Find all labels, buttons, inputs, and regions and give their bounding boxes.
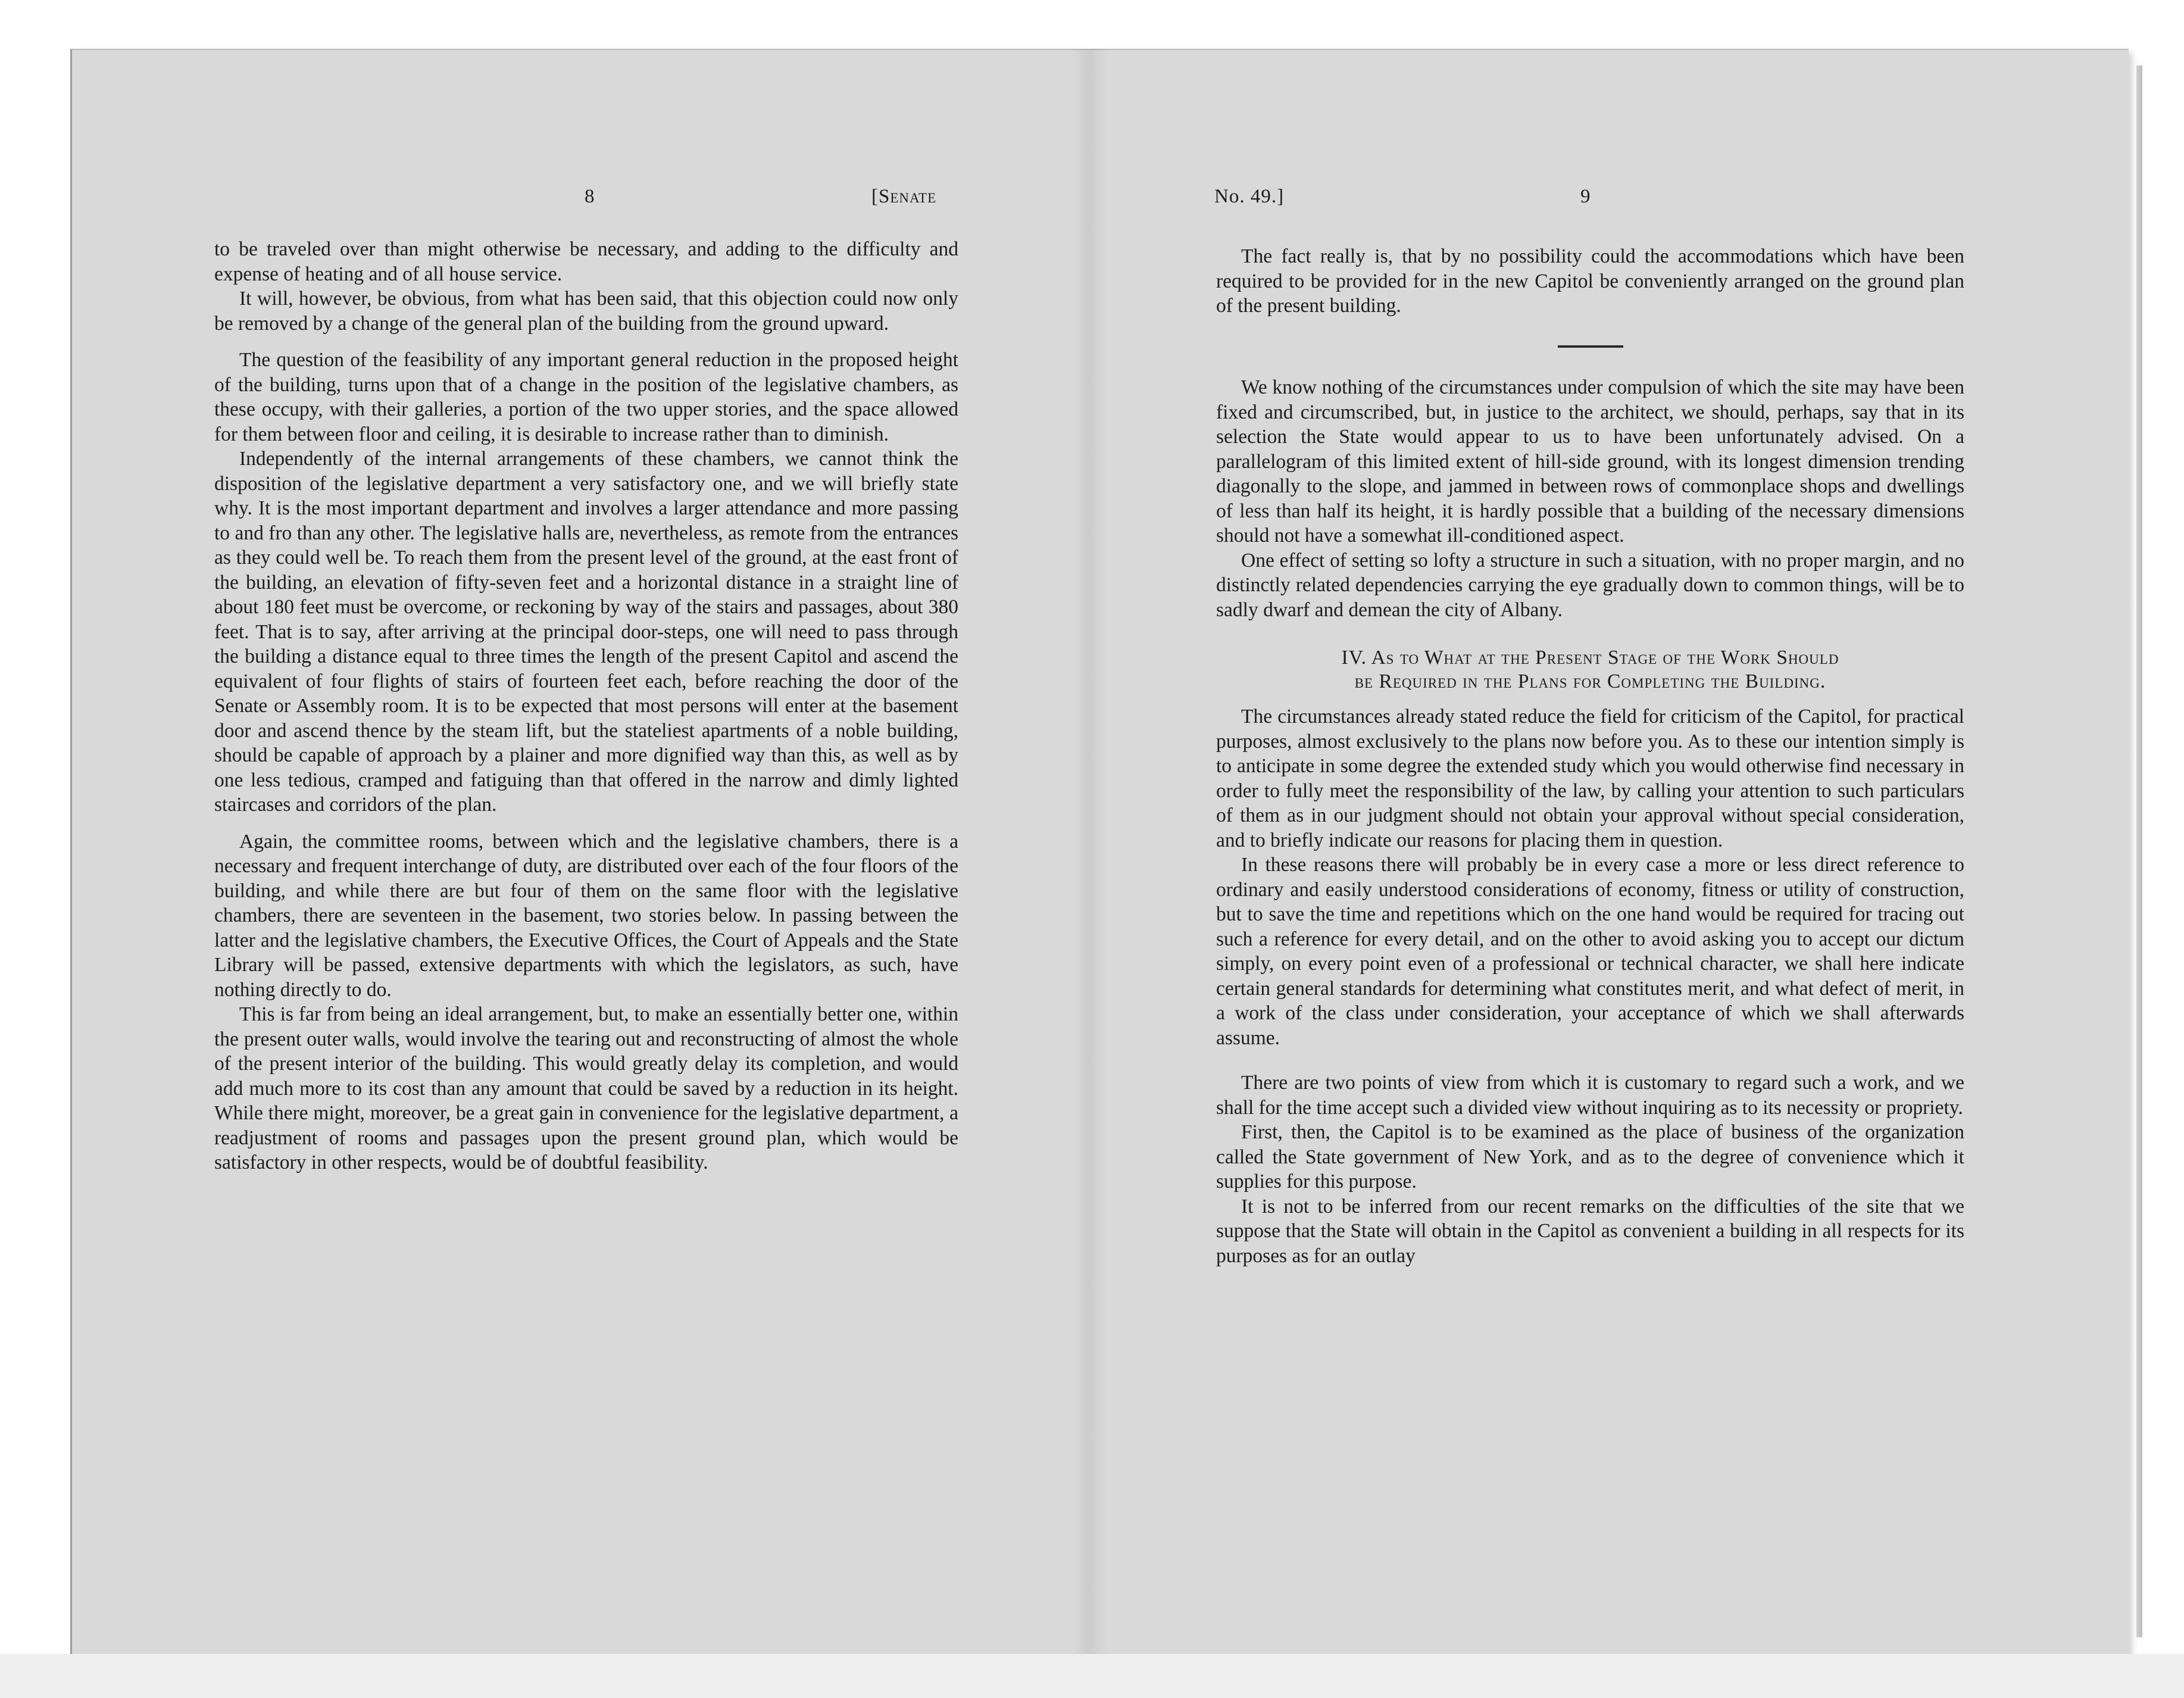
- right-paragraph-1: The fact really is, that by no possibility could the accommodations which have been required to be provided for in the new Capitol be conveniently arranged on the ground plan of the present building.: [1216, 245, 1964, 317]
- left-paragraph-4: Independently of the internal arrangements of these chambers, we cannot think the disposition of the legislative department a very satisfactory one, and we will briefly state why. It is the most important department and involves a larger attendance and more passing to and fro than any other. The legislative halls are, nevertheless, as remote from the entrances as they could well be. To reach them from the present level of the ground, at the east front of the building, an elevation of fifty-seven feet and a horizontal distance in a straight line of about 180 feet must be overcome, or reckoning by way of the stairs and passages, about 380 feet. That is to say, after arriving at the principal door-steps, one will need to pass through the building a distance equal to three times the length of the present Capitol and ascend the equivalent of four flights of stairs of fourteen feet each, before reaching the door of the Senate or Assembly room. It is to be expected that most persons will enter at the basement door and ascend thence by the steam lift, but the stateliest apartments of a noble building, should be capable of approach by a plainer and more dignified way than this, as well as by one less tedious, cramped and fatiguing than that offered in the narrow and dimly lighted staircases and corridors of the plan.: [214, 448, 958, 816]
- section-heading-line-2: be Required in the Plans for Completing the Building.: [1354, 670, 1826, 692]
- page-edge: [2136, 65, 2142, 1637]
- right-paragraph-4: The circumstances already stated reduce the field for criticism of the Capitol, for practical purposes, almost exclusively to the plans now before you. As to these our intention simply is to anticipate in some degree the extended study which you would otherwise find necessary in order to fully meet the responsibility of the law, by calling your attention to such particulars of them as in our judgment should not obtain your approval without special consideration, and to briefly indicate our reasons for placing them in question.: [1216, 706, 1964, 851]
- left-paragraph-5: Again, the committee rooms, between which and the legislative chambers, there is a necessary and frequent interchange of duty, are distributed over each of the four floors of the building, and while there are but four of them on the same floor with the legislative chambers, there are seventeen in the basement, two stories below. In passing between the latter and the legislative chambers, the Executive Offices, the Court of Appeals and the State Library will be passed, extensive departments with which the legislators, as such, have nothing directly to do.: [214, 830, 958, 1001]
- right-paragraph-6: There are two points of view from which it is customary to regard such a work, and we shall for the time accept such a divided view without inquiring as to its necessity or propriety.: [1216, 1072, 1964, 1119]
- section-heading-line-1: IV. As to What at the Present Stage of the Work Should: [1341, 647, 1839, 669]
- right-paragraph-8: It is not to be inferred from our recent remarks on the difficulties of the site that we suppose that the State will obtain in the Capitol as convenient a building in all respects for its purposes as for an outlay: [1216, 1195, 1964, 1267]
- left-paragraph-6: This is far from being an ideal arrangement, but, to make an essentially better one, within the present outer walls, would involve the tearing out and reconstructing of almost the whole of the present interior of the building. This would greatly delay its completion, and would add much more to its cost than any amount that could be saved by a reduction in its height. While there might, moreover, be a great gain in convenience for the legislative department, a readjustment of rooms and passages upon the present ground plan, which would be satisfactory in other respects, would be of doubtful feasibility.: [214, 1003, 958, 1173]
- right-paragraph-5: In these reasons there will probably be in every case a more or less direct reference to ordinary and easily understood considerations of economy, fitness or utility of construction, but to save the time and repetitions which on the one hand would be required for tracing out such a reference for every detail, and on the other to avoid asking you to accept our dictum simply, on every point even of a professional or technical character, we shall here indicate certain general standards for determining what constitutes merit, and what defect of merit, in a work of the class under consideration, your acceptance of which we shall afterwards assume.: [1216, 854, 1964, 1049]
- right-page-number: 9: [1580, 186, 1591, 207]
- left-page-number: 8: [585, 186, 595, 207]
- left-page-body: [214, 237, 958, 1175]
- right-paragraph-3: One effect of setting so lofty a structure in such a situation, with no proper margin, and no distinctly related dependencies carrying the eye gradually down to common things, will be to sadly dwarf and demean the city of Albany.: [1216, 549, 1964, 621]
- left-paragraph-3: The question of the feasibility of any important general reduction in the proposed height of the building, turns upon that of a change in the position of the legislative chambers, as these occupy, with their galleries, a portion of the two upper stories, and the space allowed for them between floor and ceiling, it is desirable to increase rather than to diminish.: [214, 349, 958, 445]
- left-running-head: [Senate: [871, 186, 937, 207]
- left-paragraph-1: to be traveled over than might otherwise be necessary, and adding to the difficulty and expense of heating and of all house service.: [214, 238, 958, 285]
- binding-gutter: [1071, 49, 1107, 1656]
- right-running-head: No. 49.]: [1214, 186, 1285, 207]
- right-page-top: [1216, 244, 1964, 319]
- right-paragraph-2: We know nothing of the circumstances under compulsion of which the site may have been fixed and circumscribed, but, in justice to the architect, we should, perhaps, say that in its selection the State would appear to us to have been unfortunately advised. On a parallelogram of this limited extent of hill-side ground, with its longest dimension trending diagonally to the slope, and jammed in between rows of commonplace shops and dwellings of less than half its height, it is hardly possible that a building of the necessary dimensions should not have a somewhat ill-conditioned aspect.: [1216, 376, 1964, 547]
- section-divider-rule: [1558, 345, 1623, 348]
- left-paragraph-2: It will, however, be obvious, from what has been said, that this objection could now only be removed by a change of the general plan of the building from the ground upward.: [214, 288, 958, 335]
- right-paragraph-7: First, then, the Capitol is to be examined as the place of business of the organization called the State government of New York, and as to the degree of convenience which it supplies for this purpose.: [1216, 1121, 1964, 1193]
- bottom-margin: [0, 1654, 2184, 1698]
- right-page-body: [1216, 375, 1964, 1268]
- section-heading: [1216, 646, 1964, 694]
